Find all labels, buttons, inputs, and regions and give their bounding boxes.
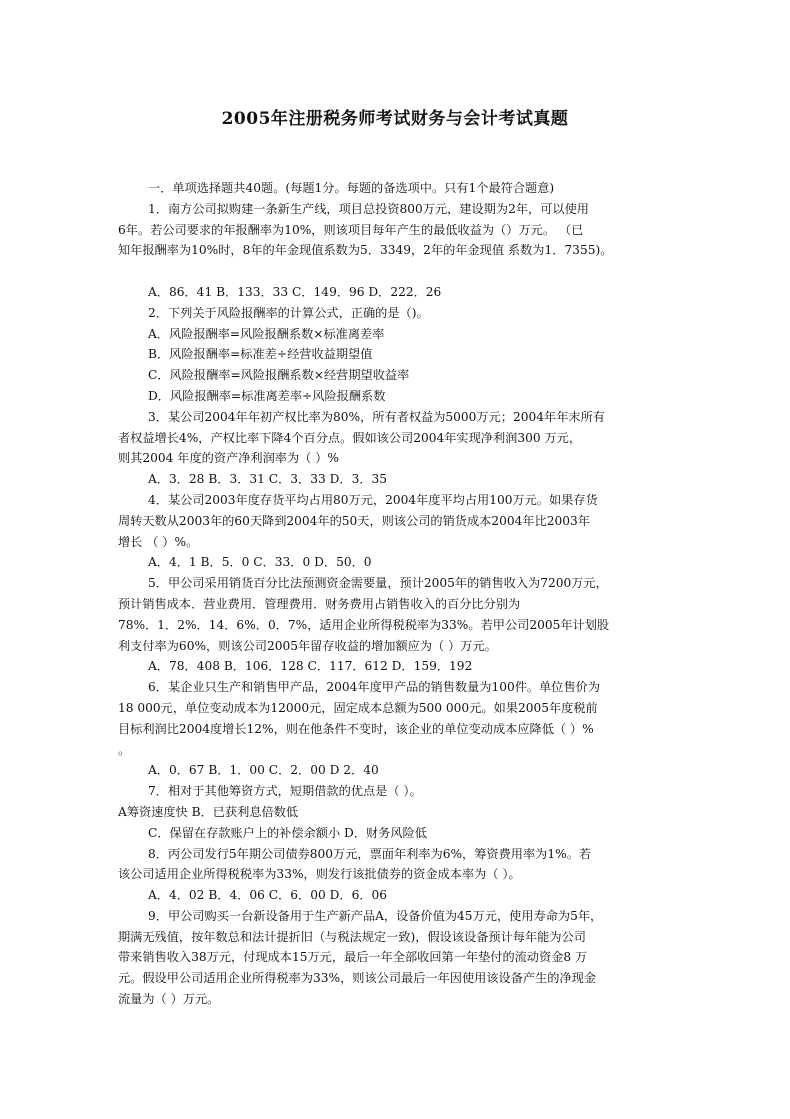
question-line: 6．某企业只生产和销售甲产品，2004年度甲产品的销售数量为100件。单位售价为 [148,680,601,695]
document-body [118,178,678,1010]
question-options: A．0．67 B．1．00 C．2．00 D 2．40 [148,763,379,778]
question-1 [118,199,678,303]
question-line: 周转天数从2003年的60天降到2004年的50天，则该公司的销货成本2004年比2003年 [118,513,590,528]
question-line: 流量为（ ）万元。 [118,992,220,1007]
question-line: 元。假设甲公司适用企业所得税率为33%，则该公司最后一年因使用该设备产生的净现金 [118,971,597,986]
section-heading: 一．单项选择题共40题。(每题1分。每题的备选项中。只有1个最符合题意) [148,181,555,195]
question-line: 3．某公司2004年年初产权比率为80%，所有者权益为5000万元；2004年年末所有 [148,409,605,424]
question-6 [118,677,678,781]
question-line: 目标利润比2004度增长12%，则在他条件不变时，该企业的单位变动成本应降低（ ）% [118,721,594,736]
question-line: 8．丙公司发行5年期公司债券800万元，票面年利率为6%，筹资费用率为1%。若 [148,846,592,861]
question-line: 2．下列关于风险报酬率的计算公式，正确的是（)。 [148,305,429,320]
question-line: 增长 （ ）%。 [118,534,199,549]
question-options: A．3．28 B．3．31 C．3．33 D．3．35 [148,472,388,487]
question-5 [118,573,678,677]
question-line: 。 [118,742,131,757]
question-options: A．78．408 B．106．128 C．117．612 D．159．192 [148,659,473,674]
question-line: 则其2004 年度的资产净利润率为（ ）% [118,451,339,466]
page-title: 2005年注册税务师考试财务与会计考试真题 [221,109,569,129]
question-option: C．风险报酬率=风险报酬系数×经营期望收益率 [148,368,410,383]
question-option: D．风险报酬率=标准离差率÷风险报酬系数 [148,388,386,403]
question-options: A．86．41 B．133．33 C．149．96 D．222．26 [148,284,442,299]
question-line: 4．某公司2003年度存货平均占用80万元，2004年度平均占用100万元。如果存货 [148,492,598,507]
question-options: A．4．02 B．4．06 C．6．00 D．6．06 [148,888,388,903]
question-7 [118,781,678,843]
question-4 [118,490,678,573]
question-line: 利支付率为60%，则该公司2005年留存收益的增加额应为（ ）万元。 [118,638,497,653]
question-9 [118,906,678,1010]
question-line: 预计销售成本．营业费用．管理费用．财务费用占销售收入的百分比分别为 [118,596,521,611]
question-options: A．4．1 B．5．0 C．33．0 D．50．0 [148,555,372,570]
question-line: 18 000元，单位变动成本为12000元，固定成本总额为500 000元。如果2005年度税前 [118,700,598,715]
question-8 [118,844,678,906]
question-option: C．保留在存款账户上的补偿余额小 D．财务风险低 [148,825,427,840]
question-line: 78%．1．2%．14．6%．0．7%，适用企业所得税税率为33%。若甲公司2005年计划股 [118,617,610,632]
question-option: A．风险报酬率=风险报酬系数×标准离差率 [148,326,385,341]
question-line: 者权益增长4%，产权比率下降4个百分点。假如该公司2004年实现净利润300 万元， [118,430,582,445]
question-3 [118,407,678,490]
blank-line [118,261,678,282]
question-option: A筹资速度快 B．已获利息倍数低 [118,804,299,819]
question-line: 9．甲公司购买一台新设备用于生产新产品A，设备价值为45万元，使用寿命为5年， [148,908,603,923]
question-line: 1．南方公司拟购建一条新生产线，项目总投资800万元，建设期为2年，可以使用 [148,201,589,216]
question-line: 期满无残值，按年数总和法计提折旧（与税法规定一致)，假设该设备预计每年能为公司 [118,929,586,944]
question-line: 6年。若公司要求的年报酬率为10%，则该项目每年产生的最低收益为（）万元。 （已 [118,222,584,237]
question-line: 该公司适用企业所得税税率为33%，则发行该批债券的资金成本率为（ ）。 [118,867,521,882]
question-2 [118,303,678,407]
question-line: 7．相对于其他筹资方式，短期借款的优点是（ ）。 [148,784,422,799]
question-option: B．风险报酬率=标准差÷经营收益期望值 [148,347,373,362]
question-line: 知年报酬率为10%时，8年的年金现值系数为5．3349，2年的年金现值 系数为1．7355)。 [118,243,613,258]
question-line: 带来销售收入38万元，付现成本15万元，最后一年全部收回第一年垫付的流动资金8 万 [118,950,588,965]
question-line: 5．甲公司采用销货百分比法预测资金需要量，预计2005年的销售收入为7200万元， [148,576,608,591]
